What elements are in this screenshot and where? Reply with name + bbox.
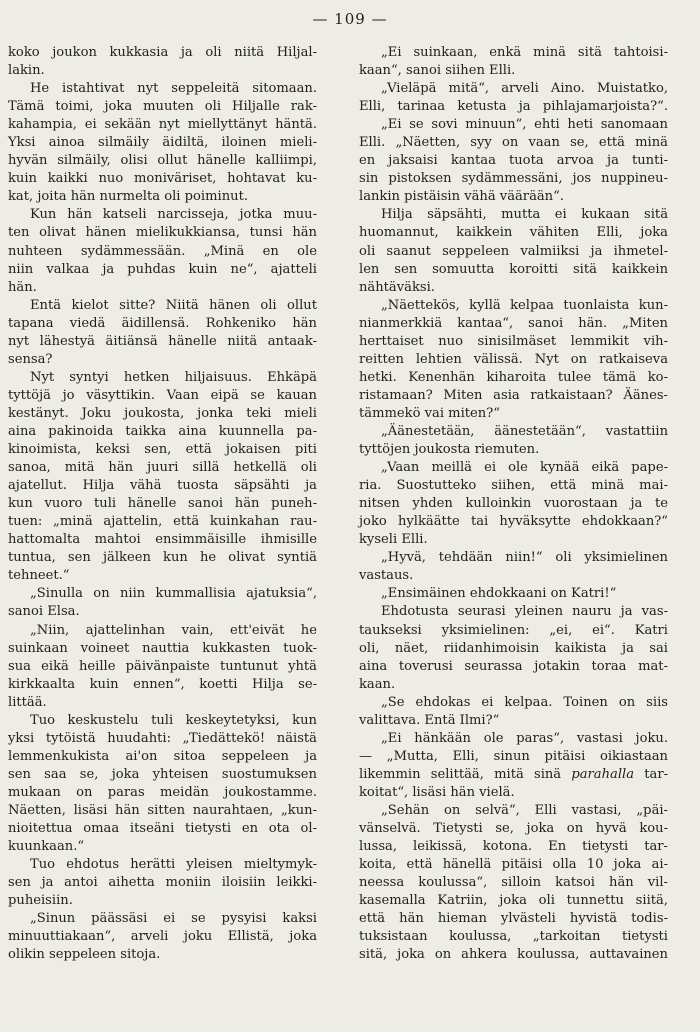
text-line: „Ei hänkään ole paras“, vastasi joku. — [381, 730, 668, 746]
text-line: kahampia, ei sekään nyt miellyttänyt häntä. — [8, 117, 317, 133]
text-line: „Sinulla on niin kummallisia ajatuksia“, — [30, 586, 317, 602]
text-line: ria. Suostutteko siihen, että minä mai- — [359, 478, 668, 494]
text-line: „Sehän on selvä“, Elli vastasi, „päi- — [381, 802, 668, 818]
text-line: kyseli Elli. — [359, 532, 428, 548]
text-line: kestänyt. Joku joukosta, jonka teki mieli — [8, 405, 317, 421]
text-line: hän. — [8, 279, 37, 295]
text-line: „Vieläpä mitä“, arveli Aino. Muistatko, — [381, 81, 668, 97]
text-line: nioitettua omaa itseäni tietysti en ota ol- — [8, 821, 317, 837]
text-line: vänselvä. Tietysti se, joka on hyvä kou- — [359, 821, 668, 837]
text-line: sin pistoksen sydämmessäni, jos nuppineu- — [359, 171, 668, 187]
text-line: lemmenkukista ai'on sitoa seppeleen ja — [8, 748, 317, 764]
text-line: koita, että hänellä pitäisi olla 10 joka ai- — [359, 857, 668, 873]
text-line: „Niin, ajattelinhan vain, ett'eivät he — [30, 622, 317, 638]
text-line: nähtäväksi. — [359, 279, 435, 295]
text-line: koitat“, lisäsi hän vielä. — [359, 784, 515, 800]
text-line: Tämä toimi, joka muuten oli Hiljalle rak- — [8, 99, 317, 115]
text-line: minuuttiakaan“, arveli joku Ellistä, joka — [8, 929, 317, 945]
text-line: tuen: „minä ajattelin, että kuinkahan rau- — [8, 514, 317, 530]
text-line: nitsen yhden kulloinkin vuorostaan ja te — [359, 496, 668, 512]
text-line: reitten lehtien välissä. Nyt on ratkaiseva — [359, 351, 668, 367]
text-line: sua eikä heille päivänpaiste tuntunut yhtä — [8, 658, 317, 674]
text-line: Kun hän katseli narcisseja, jotka muu- — [30, 207, 317, 223]
text-line: „Sinun päässäsi ei se pysyisi kaksi — [30, 911, 317, 927]
text-line: „Se ehdokas ei kelpaa. Toinen on siis — [381, 694, 668, 710]
text-line: lankin pistäisin vähä väärään“. — [359, 189, 564, 205]
text-line: tehneet.“ — [8, 568, 70, 584]
text-line: sitä, joka on ahkera koulussa, auttavainen — [359, 947, 668, 963]
text-line: puheisiin. — [8, 893, 73, 909]
text-line: tapana viedä äidillensä. Rohkeniko hän — [8, 315, 317, 331]
text-line: kuin kaikki nuo moniväriset, hohtavat ku- — [8, 171, 317, 187]
text-line: „Ei se sovi minuun“, ehti heti sanomaan — [381, 117, 668, 133]
text-line: „Hyvä, tehdään niin!“ oli yksimielinen — [381, 550, 668, 566]
text-line: He istahtivat nyt seppeleitä sitomaan. — [30, 81, 317, 97]
text-line: kuunkaan.“ — [8, 839, 85, 855]
text-line: hetki. Kenenhän kiharoita tulee tämä ko- — [359, 369, 668, 385]
text-line: „Ei suinkaan, enkä minä sitä tahtoisi- — [381, 45, 668, 60]
text-line: „Näettekös, kyllä kelpaa tuonlaista kun- — [381, 297, 668, 313]
text-line: oli saanut seppeleen valmiiksi ja ihmetel- — [359, 243, 668, 259]
text-line: aina pakinoida taikka aina kuunnella pa- — [8, 423, 317, 439]
text-line: kaan“, sanoi siihen Elli. — [359, 63, 516, 79]
text-line: Ehdotusta seurasi yleinen nauru ja vas- — [381, 604, 668, 620]
text-line: valittava. Entä Ilmi?“ — [359, 712, 500, 728]
text-line: littää. — [8, 694, 47, 710]
text-line: hattomalta mahtoi ensimmäisille ihmisille — [8, 532, 317, 548]
text-line: tuntua, sen jälkeen kun he olivat syntiä — [8, 550, 317, 566]
text-line: huomannut, kaikkein vähiten Elli, joka — [359, 225, 668, 241]
text-line: oli, näet, riidanhimoisin kaikista ja sai — [359, 640, 668, 656]
text-line: yksi tytöistä huudahti: „Tiedättekö! näistä — [8, 730, 317, 746]
page-number: — 109 — — [312, 10, 388, 28]
text-line: likemmin selittää, mitä sinä parahalla tar- — [359, 766, 668, 782]
text-line: sanoa, mitä hän juuri sillä hetkellä oli — [8, 460, 317, 476]
right-column — [359, 44, 668, 964]
text-line: Tuo ehdotus herätti yleisen mieltymyk- — [30, 857, 317, 873]
text-line: tyttöjä jo väsyttikin. Vaan eipä se kauan — [8, 387, 317, 403]
text-line: lussa, leikissä, kotona. En tietysti tar- — [359, 839, 668, 855]
text-line: kasemalla Katriin, joka oli tunnettu siitä, — [359, 893, 668, 909]
left-column — [8, 44, 317, 964]
text-line: mukaan on paras meidän joukostamme. — [8, 784, 317, 800]
text-line: ajatellut. Hilja vähä tuosta säpsähti ja — [8, 478, 317, 494]
text-line: Elli. „Näetten, syy on vaan se, että minä — [359, 135, 668, 151]
text-line: tuksistaan koulussa, „tarkoitan tietysti — [359, 929, 668, 945]
text-line: aina toverusi seurassa jotakin toraa mat- — [359, 658, 668, 674]
text-line: nuhteen sydämmessään. „Minä en ole — [8, 243, 317, 259]
text-line: lakin. — [8, 63, 45, 79]
text-line: että hän hieman ylvästeli hyvistä todis- — [359, 911, 668, 927]
text-line: hyvän silmäily, olisi ollut hänelle kalliimpi, — [8, 153, 317, 169]
text-line: olikin seppeleen sitoja. — [8, 947, 161, 963]
text-line: joko hylkäätte tai hyväksytte ehdokkaan?“ — [359, 514, 668, 530]
text-line: — „Mutta, Elli, sinun pitäisi oikiastaan — [359, 748, 668, 764]
text-line: ristamaan? Miten asia ratkaistaan? Äänes- — [359, 387, 668, 403]
text-line: Näetten, lisäsi hän sitten naurahtaen, „kun- — [8, 802, 317, 818]
text-line: kirkkaalta kuin ennen“, koetti Hilja se- — [8, 676, 317, 692]
text-line: kinoimista, keksi sen, että jokaisen piti — [8, 442, 317, 458]
text-line: vastaus. — [359, 568, 414, 584]
text-line: sensa? — [8, 351, 53, 367]
text-line: kun vuoro tuli hänelle sanoi hän puneh- — [8, 496, 317, 512]
text-line: niin valkaa ja puhdas kuin ne“, ajatteli — [8, 261, 317, 277]
text-line: tämmekö vai miten?“ — [359, 405, 500, 421]
text-line: koko joukon kukkasia ja oli niitä Hiljal- — [8, 45, 317, 60]
text-line: „Vaan meillä ei ole kynää eikä pape- — [381, 460, 668, 476]
text-line: neessa koulussa“, silloin katsoi hän vil- — [359, 875, 668, 891]
text-line: sanoi Elsa. — [8, 604, 80, 620]
text-line: Hilja säpsähti, mutta ei kukaan sitä — [381, 207, 668, 223]
text-line: herttaiset nuo sinisilmäset lemmikit vih- — [359, 333, 668, 349]
text-line: ten olivat hänen mielikukkiansa, tunsi hän — [8, 225, 317, 241]
text-line: kat, joita hän nurmelta oli poiminut. — [8, 189, 248, 205]
text-line: kaan. — [359, 676, 396, 692]
text-line: „Äänestetään, äänestetään“, vastattiin — [381, 423, 668, 439]
text-line: Entä kielot sitte? Niitä hänen oli ollut — [30, 297, 317, 313]
text-line: sen ja antoi aihetta moniin iloisiin leikki- — [8, 875, 317, 891]
text-line: en jaksaisi kantaa tuota arvoa ja tunti- — [359, 153, 668, 169]
text-line: taukseksi yksimielinen: „ei, ei“. Katri — [359, 622, 668, 638]
text-line: Tuo keskustelu tuli keskeytetyksi, kun — [30, 712, 317, 728]
text-line: „Ensimäinen ehdokkaani on Katri!“ — [381, 586, 617, 602]
text-line: nyt lähestyä äitiänsä hänelle niitä antaak- — [8, 333, 317, 349]
text-line: Yksi ainoa silmäily äidiltä, iloinen mieli- — [8, 135, 317, 151]
text-line: Nyt syntyi hetken hiljaisuus. Ehkäpä — [30, 369, 317, 385]
text-line: tyttöjen joukosta riemuten. — [359, 442, 540, 458]
text-line: len sen somuutta koroitti sitä kaikkein — [359, 261, 668, 277]
text-line: sen saa se, joka yhteisen suostumuksen — [8, 766, 317, 782]
text-line: nianmerkkiä kantaa“, sanoi hän. „Miten — [359, 315, 668, 331]
text-line: suinkaan voineet nauttia kukkasten tuok- — [8, 640, 317, 656]
emphasis-word: parahalla — [571, 766, 635, 782]
text-line: Elli, tarinaa ketusta ja pihlajamarjoista?“. — [359, 99, 668, 115]
